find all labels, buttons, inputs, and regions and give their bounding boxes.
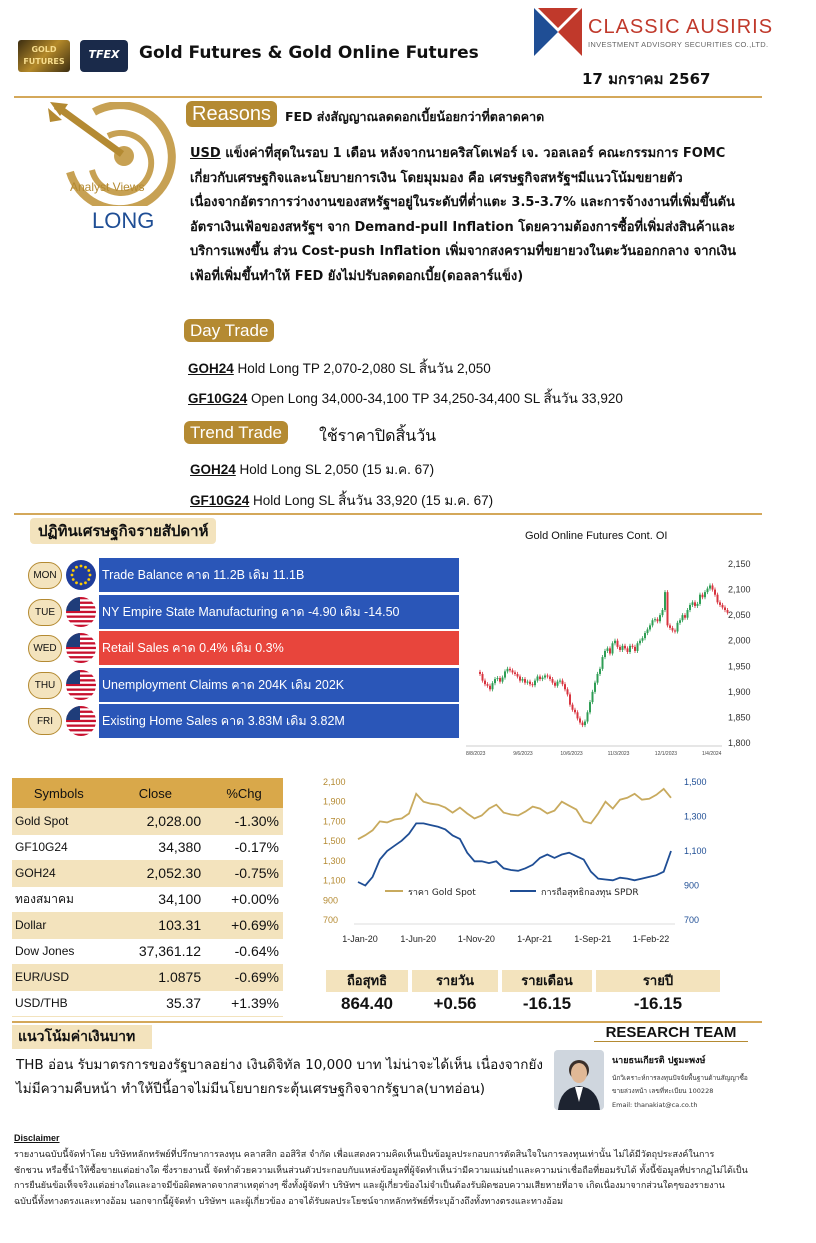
x-tick-label: 9/6/2023 [513,751,533,757]
y-tick-label: 1,800 [728,738,751,748]
candle-body [514,672,516,674]
candle-body [697,604,699,606]
event-text: Unemployment Claims คาด 204K เดิม 202K [99,668,459,702]
column-header: Close [106,778,206,808]
change-cell: -0.64% [205,938,283,964]
candle-body [622,646,624,650]
candle-body [659,615,661,621]
table-row [12,912,283,938]
candle-body [674,630,676,631]
candle-body [542,678,544,680]
candle-body [502,678,504,682]
candle-body [634,647,636,651]
candle-body [714,590,716,595]
candle-body [709,585,711,588]
candle-body [522,679,524,681]
trend-trade-caption: ใช้ราคาปิดสิ้นวัน [319,426,437,445]
change-cell: -0.75% [205,860,283,886]
candle-body [712,585,714,589]
candle-body [597,674,599,683]
disclaimer-title: Disclaimer [14,1133,60,1143]
candle-body [587,712,589,721]
day-label: FRI [28,708,62,735]
gold-spot-vs-spdr-chart [300,770,720,950]
y-tick-label: 2,150 [728,559,751,569]
day-label: WED [28,635,62,662]
change-cell: -0.69% [205,964,283,990]
disclaimer-body: รายงานฉบับนี้จัดทำโดย บริษัทหลักทรัพย์ที่ปรึกษาการลงทุน คลาสสิก ออสิริส จำกัด เพื่อแสดงความคิดเห็นเป็นข้อมูลประกอบการตัดสินใจในการลงทุนเท่านั้น ไม่ได้มีวัตถุประสงค์ในการ ชักชวน หรือชี้นำให้ซื้อขายแต่อย่างใด ซึ่งรายงานนี้ จัดทำด้วยความเห็นส่วนตัวประกอบกับแหล่งข้อมูลที่ผู้จัดทำเห็นว่ามีความแม่นยำและความน่าเชื่อถือที่ยอมรับได้ ทั้งนี้ข้อมูลที่ปรากฏไม่ได้เป็น การยืนยันข้อเท็จจริงแต่อย่างใดและอาจมีข้อผิดพลาดจากสาเหตุต่างๆ ซึ่งทั้งผู้จัดทำ บริษัทฯ และผู้เกี่ยวข้องไม่จำเป็นต้องรับผิดชอบความเสียหายที่อาจ เกิดเนื่องมาจากส่วนใดๆของรายงาน ฉบับนี้ทั้งทางตรงและทางอ้อม นอกจากนี้ผู้จัดทำ บริษัทฯ และผู้เกี่ยวข้อง อาจได้รับผลประโยชน์จากหลักทรัพย์ที่ระบุอ้างถึงทั้งทางตรงและทางอ้อม [14,1150,748,1207]
candle-body [567,689,569,694]
candle-body [517,674,519,677]
brand-subtitle: INVESTMENT ADVISORY SECURITIES CO.,LTD. [588,40,769,49]
candle-body [489,686,491,690]
y-tick-label: 2,100 [728,584,751,595]
candle-body [594,683,596,692]
usd-label: USD [190,146,221,161]
us-flag-icon [66,706,96,736]
y-tick-label: 1,900 [728,686,751,697]
column-header: Symbols [12,778,106,808]
us-flag-icon [66,670,96,700]
candle-body [717,595,719,603]
symbol-cell: ทองสมาคม [12,886,106,912]
thb-divider [12,1021,762,1023]
candle-body [652,620,654,625]
candle-body [669,625,671,628]
reasons-body: USD แข็งค่าที่สุดในรอบ 1 เดือน หลังจากนายคริสโตเฟอร์ เจ. วอลเลอร์ คณะกรรมการ FOMC เกี่ยวกับเศรษฐกิจและนโยบายการเงิน โดยมุมมอง คือ เศรษฐกิจสหรัฐฯมีแนวโน้มขยายตัว เนื่องจากอัตราการว่างงานของสหรัฐฯอยู่ในระดับที่ต่ำแตะ 3.5-3.7% และการจ้างงานที่เพิ่มขึ้นดัน อัตราเงินเฟ้อของสหรัฐฯ จาก Demand-pull Inflation โดยความต้องการซื้อที่เพิ่มส่งสินค้าและ บริการแพงขึ้น ส่วน Cost-push Inflation เพิ่มจากสงครามที่ขยายวงในตะวันออกกลาง จากเงิน เฟ้อที่เพิ่มขึ้นทำให้ FED ยังไม่ปรับลดดอกเบี้ย(ดอลลาร์แข็ง) [190,146,737,284]
candle-body [629,646,631,652]
x-tick-label: 12/1/2023 [654,751,678,757]
candle-body [487,684,489,686]
candle-body [667,592,669,625]
candle-body [627,648,629,652]
column-header: %Chg [205,778,283,808]
series-line [358,823,671,885]
thb-body: THB อ่อน รับมาตรการของรัฐบาลอย่าง เงินดิจิทัล 10,000 บาท ไม่น่าจะได้เห็น เนื่องจากยัง ไม่มีความคืบหน้า ทำให้ปีนี้อาจไม่มีนโยบายกระตุ้นเศรษฐกิจจากรัฐบาล(บาทอ่อน) [16,1057,543,1097]
reasons-headline: FED ส่งสัญญาณลดดอกเบี้ยน้อยกว่าที่ตลาดคาด [285,109,545,124]
brand-name: CLASSIC AUSIRIS [588,16,774,38]
candle-body [519,677,521,681]
left-y-tick-label: 1,500 [323,836,346,847]
candle-body [484,681,486,685]
left-y-tick-label: 1,700 [323,816,346,827]
candle-body [679,620,681,623]
trend-trade-item: GF10G24 Hold Long SL สิ้นวัน 33,920 (15 ม.ค. 67) [190,493,494,508]
candle-body [589,702,591,712]
calendar-divider [14,513,762,515]
close-cell: 35.37 [106,990,206,1016]
report-date: 17 มกราคม 2567 [582,70,711,88]
table-row [12,834,283,860]
table-row [12,808,283,834]
candle-body [527,682,529,683]
candle-body [497,678,499,679]
legend-label: การถือสุทธิกองทุน SPDR [541,888,639,898]
trend-trade-item: GOH24 Hold Long SL 2,050 (15 ม.ค. 67) [190,462,435,477]
event-text: Existing Home Sales คาด 3.83M เดิม 3.82M [99,704,459,738]
tfex-logo: TFEX [80,40,128,72]
candle-body [644,633,646,638]
candle-body [554,683,556,686]
research-team-title: RESEARCH TEAM [594,1024,748,1042]
close-cell: 2,028.00 [106,808,206,834]
index-value: -16.15 [522,994,572,1013]
candle-body [624,646,626,649]
candle-body [617,641,619,647]
right-y-tick-label: 900 [684,880,700,891]
us-flag-icon [66,597,96,627]
candle-body [704,592,706,597]
index-header: รายปี [596,970,720,992]
candle-body [577,712,579,718]
candle-body [524,679,526,683]
left-y-tick-label: 2,100 [323,777,346,787]
candle-body [529,682,531,685]
candle-body [492,683,494,689]
candle-body [532,684,534,685]
right-y-tick-label: 1,300 [684,811,707,822]
day-trade-tag: Day Trade [184,319,274,342]
x-tick-label: 1-Apr-21 [517,934,553,944]
candle-body [639,641,641,644]
candle-body [699,595,701,604]
change-cell: +0.00% [205,886,283,912]
candle-body [509,669,511,671]
candle-body [479,672,481,674]
close-cell: 34,380 [106,834,206,860]
day-trade-item: GF10G24 Open Long 34,000-34,100 TP 34,250-34,400 SL สิ้นวัน 33,920 [188,391,623,406]
table-row [12,964,283,990]
change-cell: -0.17% [205,834,283,860]
symbol-cell: EUR/USD [12,964,106,990]
candle-body [642,638,644,641]
x-tick-label: 1-Jun-20 [400,934,436,944]
analyst-title: นักวิเคราะห์การลงทุนปัจจัยพื้นฐานด้านสัญญาซื้อ [612,1074,748,1082]
candle-body [649,625,651,629]
candle-body [592,692,594,702]
x-tick-label: 1-Feb-22 [632,934,670,944]
candle-body [677,623,679,632]
candle-body [582,723,584,726]
left-y-tick-label: 700 [323,915,339,925]
candle-body [599,669,601,674]
x-tick-label: 1-Jan-20 [342,934,378,944]
left-y-tick-label: 1,300 [323,855,346,866]
index-value: +0.56 [433,994,477,1013]
candle-body [564,684,566,689]
y-tick-label: 2,050 [728,610,751,621]
header-divider [14,96,762,98]
candle-body [609,648,611,653]
left-y-tick-label: 900 [323,895,339,906]
reasons-tag: Reasons [186,101,277,127]
symbol-cell: GF10G24 [12,834,106,860]
candle-body [722,605,724,608]
symbol-cell: USD/THB [12,990,106,1016]
thb-title: แนวโน้มค่าเงินบาท [12,1025,152,1049]
event-text: NY Empire State Manufacturing คาด -4.90 เดิม -14.50 [99,595,459,629]
candle-body [612,643,614,653]
candle-body [539,677,541,680]
x-tick-label: 10/6/2023 [560,751,583,757]
candle-body [544,675,546,677]
candle-body [637,643,639,651]
symbol-cell: GOH24 [12,860,106,886]
x-tick-label: 1/4/2024 [702,751,722,757]
candle-body [694,602,696,606]
candle-body [687,610,689,618]
left-y-tick-label: 1,900 [323,796,346,807]
candle-body [632,646,634,647]
symbol-cell: Dollar [12,912,106,938]
candle-body [707,589,709,593]
candle-body [662,610,664,615]
index-header: รายวัน [412,970,498,992]
close-cell: 1.0875 [106,964,206,990]
calendar-event-row [24,558,460,592]
us-flag-icon [66,633,96,663]
calendar-event-row [24,704,460,738]
analyst-email: Email: thanakiat@ca.co.th [612,1101,698,1109]
candle-body [572,705,574,710]
day-label: MON [28,562,62,589]
candle-body [534,681,536,686]
index-header: รายเดือน [502,970,592,992]
close-cell: 103.31 [106,912,206,938]
analyst-view-label: LONG [92,208,155,233]
index-value: -16.15 [633,994,683,1013]
candle-body [619,647,621,650]
candle-body [562,681,564,685]
close-cell: 37,361.12 [106,938,206,964]
day-label: TUE [28,599,62,626]
event-text: Retail Sales คาด 0.4% เดิม 0.3% [99,631,459,665]
candle-body [574,710,576,713]
legend-label: ราคา Gold Spot [408,888,476,898]
candle-body [654,619,656,620]
candle-body [512,670,514,672]
change-cell: +1.39% [205,990,283,1016]
day-label: THU [28,672,62,699]
candle-body [719,602,721,605]
candle-body [647,629,649,633]
candle-body [557,682,559,686]
candle-body [507,669,509,672]
chart-title: Gold Online Futures Cont. OI [525,530,668,542]
calendar-event-row [24,595,460,629]
x-tick-label: 1-Sep-21 [574,934,612,944]
candle-body [727,610,729,613]
symbol-cell: Gold Spot [12,808,106,834]
index-value: 864.40 [341,994,393,1013]
table-row [12,938,283,964]
trend-trade-tag: Trend Trade [184,421,288,444]
candle-body [494,679,496,683]
analyst-name: นายธนเกียรติ ปฐมะพงษ์ [612,1056,706,1066]
right-y-tick-label: 700 [684,915,700,925]
gold-online-futures-chart [460,550,782,760]
right-y-tick-label: 1,100 [684,846,707,856]
table-row [12,860,283,886]
left-y-tick-label: 1,100 [323,875,346,886]
candle-body [584,722,586,726]
table-row [12,990,283,1016]
candle-body [569,694,571,704]
calendar-event-row [24,631,460,665]
candle-body [672,628,674,631]
calendar-event-row [24,668,460,702]
event-text: Trade Balance คาด 11.2B เดิม 11.1B [99,558,459,592]
analyst-avatar [554,1050,604,1110]
candle-body [537,677,539,681]
change-cell: +0.69% [205,912,283,938]
candle-body [664,592,666,610]
candle-body [549,677,551,680]
candle-body [689,605,691,610]
candle-body [702,595,704,598]
candle-body [682,615,684,620]
candle-body [579,718,581,722]
change-cell: -1.30% [205,808,283,834]
candle-body [504,671,506,677]
x-tick-label: 8/8/2023 [466,751,486,757]
candle-body [602,657,604,669]
y-tick-label: 1,850 [728,712,751,723]
gold-futures-logo: GOLD FUTURES [18,40,70,72]
close-cell: 2,052.30 [106,860,206,886]
y-tick-label: 2,000 [728,635,751,646]
symbols-table [12,778,283,1017]
calendar-title: ปฏิทินเศรษฐกิจรายสัปดาห์ [30,518,216,544]
symbol-cell: Dow Jones [12,938,106,964]
page-title: Gold Futures & Gold Online Futures [139,43,479,63]
series-line [358,789,671,839]
analyst-license: ขายล่วงหน้า เลขที่ทะเบียน 100228 [612,1087,714,1095]
candle-body [607,648,609,651]
day-trade-item: GOH24 Hold Long TP 2,070-2,080 SL สิ้นวัน 2,050 [188,361,491,376]
candle-body [552,679,554,683]
y-tick-label: 1,950 [728,661,751,672]
close-cell: 34,100 [106,886,206,912]
candle-body [724,607,726,610]
candle-body [604,651,606,657]
candle-body [692,602,694,605]
analyst-views-caption: Analyst Views [70,180,145,194]
x-tick-label: 11/3/2023 [607,751,630,757]
candle-body [547,675,549,676]
candle-body [499,678,501,682]
table-row [12,886,283,912]
candle-body [657,619,659,621]
eu-flag-icon [66,560,96,590]
candle-body [482,674,484,681]
index-header: ถือสุทธิ [326,970,408,992]
candle-body [559,681,561,682]
candle-body [614,641,616,644]
candle-body [684,615,686,618]
x-tick-label: 1-Nov-20 [457,934,495,944]
right-y-tick-label: 1,500 [684,777,707,787]
classic-ausiris-logo-icon [534,8,582,56]
